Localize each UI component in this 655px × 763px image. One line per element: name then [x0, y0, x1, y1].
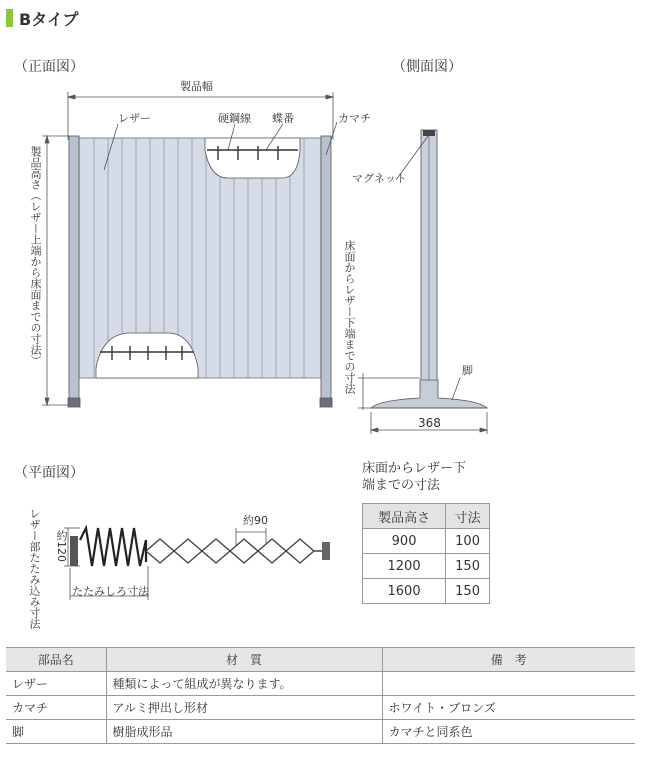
table-cell: アルミ押出し形材 — [106, 696, 382, 720]
plan-view-title: （平面図） — [14, 465, 84, 481]
height-dimension-line — [42, 136, 70, 405]
pitch-label: 約90 — [243, 514, 268, 527]
floor-distance-label: 床面からレザー下端までの寸法 — [343, 240, 356, 394]
front-view-title: （正面図） — [14, 59, 84, 75]
table-cell: 1200 — [363, 554, 446, 579]
table-cell: 150 — [446, 554, 490, 579]
side-view-title: （側面図） — [392, 59, 462, 75]
folded-dimension-label: レザー部たたみ込み寸法 — [28, 508, 41, 629]
width-label: 製品幅 — [180, 80, 213, 93]
table-row — [363, 579, 490, 604]
section-title: Bタイプ — [19, 9, 79, 29]
table-cell: レザー — [6, 672, 106, 696]
materials-table — [6, 647, 635, 744]
table-cell: カマチと同系色 — [382, 720, 635, 744]
table-header-row — [6, 648, 635, 672]
table-cell: 1600 — [363, 579, 446, 604]
table-row — [363, 529, 490, 554]
frame-label: カマチ — [338, 112, 371, 125]
magnet-label: マグネット — [352, 172, 407, 185]
wire-label: 硬鋼線 — [218, 112, 251, 125]
table-cell: 脚 — [6, 720, 106, 744]
table-header-cell: 製品高さ — [363, 504, 446, 529]
table-header-row — [363, 504, 490, 529]
table-cell: 150 — [446, 579, 490, 604]
table-cell: 樹脂成形品 — [106, 720, 382, 744]
depth-label: 約120 — [55, 530, 68, 562]
floor-table-caption: 床面からレザー下端までの寸法 — [362, 461, 467, 493]
table-row — [6, 696, 635, 720]
floor-distance-table — [362, 503, 490, 604]
table-row — [6, 672, 635, 696]
table-header-cell: 部品名 — [6, 648, 106, 672]
table-row — [6, 720, 635, 744]
table-header-cell: 材 質 — [106, 648, 382, 672]
leg-label: 脚 — [462, 364, 473, 377]
table-cell: 100 — [446, 529, 490, 554]
table-row — [363, 554, 490, 579]
leather-label: レザー — [118, 112, 151, 125]
table-cell: 種類によって組成が異なります。 — [106, 672, 382, 696]
front-panel — [79, 138, 321, 378]
table-cell: ホワイト・ブロンズ — [382, 696, 635, 720]
hinge-label: 蝶番 — [272, 112, 294, 125]
table-header-cell: 備 考 — [382, 648, 635, 672]
table-cell — [382, 672, 635, 696]
table-cell: カマチ — [6, 696, 106, 720]
table-header-cell: 寸法 — [446, 504, 490, 529]
base-width-label: 368 — [418, 416, 441, 430]
folded-width-label: たたみしろ寸法 — [72, 585, 149, 598]
plan-view — [70, 528, 330, 566]
height-label: 製品高さ（レザー上端から床面までの寸法） — [29, 146, 42, 366]
table-cell: 900 — [363, 529, 446, 554]
